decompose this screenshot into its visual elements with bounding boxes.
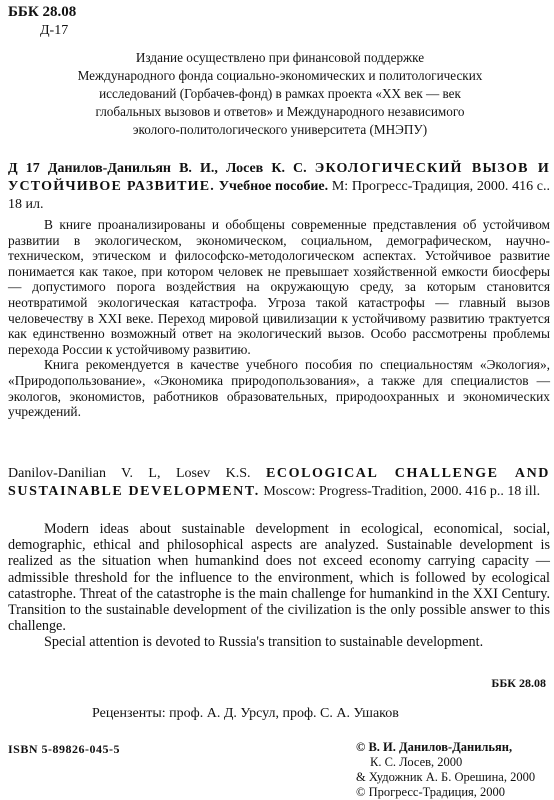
citation-ru [8,160,550,214]
copyright-line: © В. И. Данилов-Данильян, [356,740,513,754]
copyright-line: © Прогресс-Традиция, 2000 [356,785,506,799]
citation-en [8,465,550,501]
citation-title: ЭКОЛОГИЧЕСКИЙ ВЫЗОВ И УСТОЙЧИВОЕ РАЗВИТИЕ. [8,161,551,194]
citation-imprint: М: Прогресс-Традиция, 2000. 416 с.. 18 ил. [8,179,551,212]
citation-authors: Данилов-Данильян В. И., Лосев К. С. [47,161,307,176]
abstract-ru [8,217,550,420]
citation-subtitle: Учебное пособие. [218,179,329,194]
funding-line: эколого-политологического университета (МНЭПУ) [132,122,428,137]
funding-line: Международного фонда социально-экономических и политологических [77,68,483,83]
catalog-code: Д-17 [40,23,69,38]
citation-en-title: ECOLOGICAL CHALLENGE AND SUSTAINABLE DEVELOPMENT. [8,466,551,499]
copyright-block [356,740,535,800]
bbk-code-bottom: ББК 28.08 [491,676,546,690]
abstract-en-paragraph: Special attention is devoted to Russia's transition to sustainable development. [44,634,484,651]
abstract-en [8,521,550,651]
abstract-paragraph: В книге проанализированы и обобщены современные представления об устойчивом развитии в экологическом, экономическом, социальном, демографическом, научно-техническом, этическом и философско-методологическом аспектах. Устойчивое развитие понимается как такое, при котором человек не превышает хозяйственной емкости биосферы — допустимого порога воздействия на окружающую среду, за которым становится неотвратимой экологическая катастрофа. Угроза такой катастрофы — главный вызов человечеству в XXI веке. Переход мировой цивилизации к устойчивому развитию трактуется как единственно возможный ответ на экологический вызов. Особо рассмотрены проблемы перехода России к устойчивому развитию. [8,217,550,357]
reviewers-line: Рецензенты: проф. А. Д. Урсул, проф. С. А. Ушаков [92,706,399,721]
copyright-line: & Художник А. Б. Орешина, 2000 [356,770,536,784]
funding-line: глобальных вызовов и ответов» и Международного независимого [95,104,465,119]
citation-en-imprint: Moscow: Progress-Tradition, 2000. 416 p.. 18 ill. [263,484,541,499]
funding-line: Издание осуществлено при финансовой поддержке [135,50,425,65]
funding-line: исследований (Горбачев-фонд) в рамках проекта «XX век — век [99,86,461,101]
abstract-paragraph: Книга рекомендуется в качестве учебного пособия по специальностям «Экология», «Природопользование», «Экономика природопользования», а также для специалистов — экологов, экономистов, работников образовательных, природоохранных и экономических учреждений. [8,357,550,420]
bbk-code-top: ББК 28.08 [8,4,77,20]
isbn: ISBN 5-89826-045-5 [8,742,121,756]
citation-index: Д 17 [8,161,40,176]
abstract-en-paragraph: Modern ideas about sustainable development in ecological, economical, social, demographic, ethical and philosophical aspects are analyzed. Sustainable development is realized as the situation when humankind does not exceed economy carrying capacity — admissible threshold for the influence to the environment, which is followed by ecological catastrophe. Threat of the catastrophe is the main challenge for humankind in the XXI Century. Transition to the sustainable development of the civilization is the only possible answer to this challenge. [8,521,550,635]
funding-note [20,49,540,139]
citation-en-authors: Danilov-Danilian V. L, Losev K.S. [8,466,251,481]
copyright-line: К. С. Лосев, 2000 [370,755,463,769]
